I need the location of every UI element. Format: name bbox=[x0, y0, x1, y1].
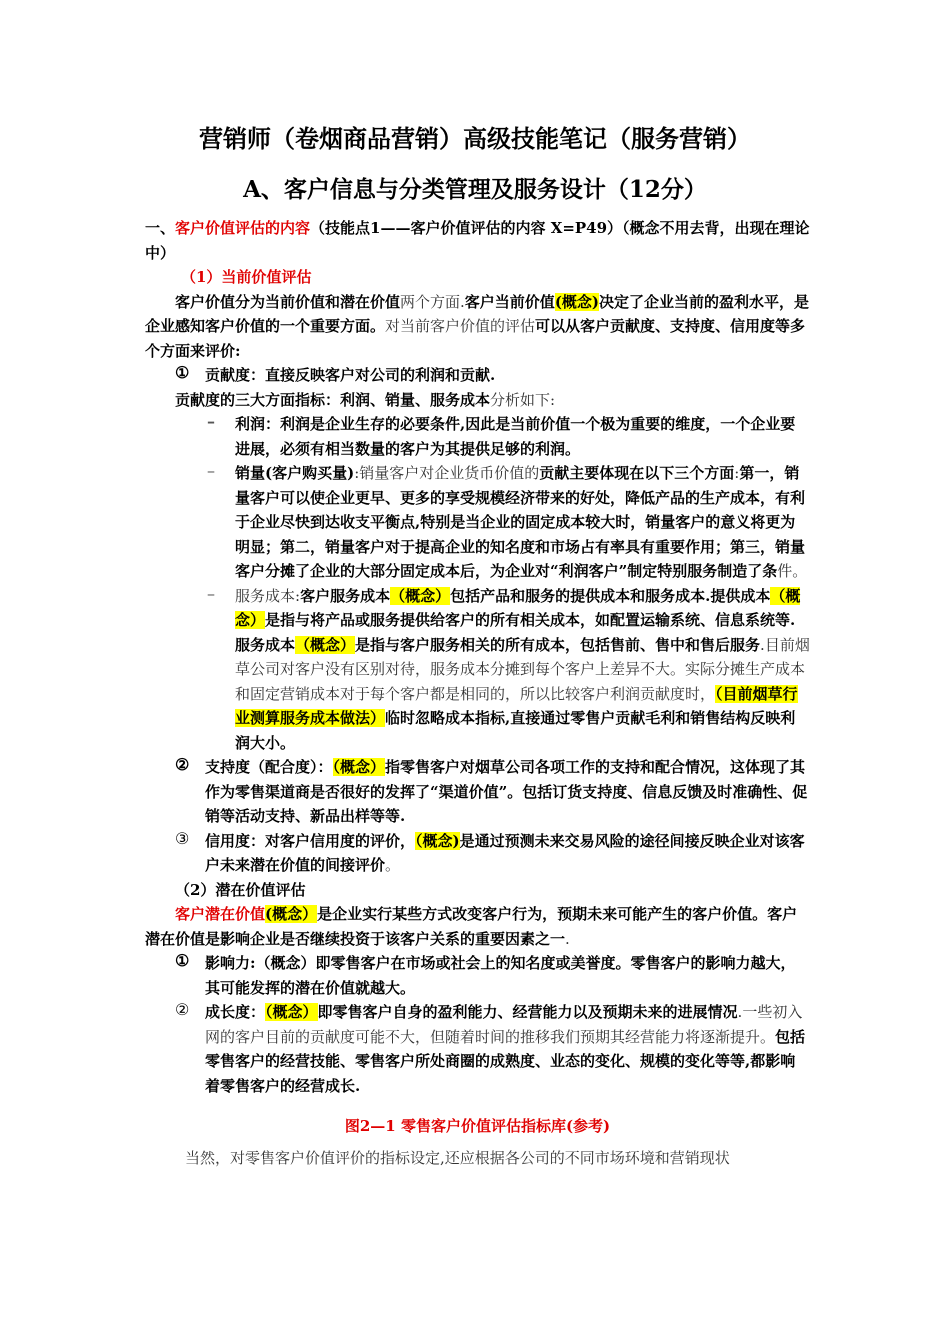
figure-caption: 图2—1 零售客户价值评估指标库(参考) bbox=[344, 1117, 611, 1135]
list-item-support: ② 支持度（配合度）：（概念）指零售客户对烟草公司各项工作的支持和配合情况，这体现了其作为零售渠道商是否很好的发挥了“渠道价值”。包括订货支持度、信息反馈及时准确性、促销等活动支持、新品出样等等. bbox=[175, 755, 808, 825]
section-heading-1: 一、客户价值评估的内容（技能点1——客户价值评估的内容 X=P49）（概念不用去背，出现在理论中） bbox=[145, 219, 810, 262]
dash-item-profit: – 利润：利润是企业生存的必要条件,因此是当前价值一个极为重要的维度，一个企业要进展，必须有相当数量的客户为其提供足够的利润。 bbox=[207, 412, 796, 458]
paragraph-potential-value: 客户潜在价值(概念）是企业实行某些方式改变客户行为，预期未来可能产生的客户价值。客户潜在价值是影响企业是否继续投资于该客户关系的重要因素之一. bbox=[145, 905, 798, 948]
list-item-influence: ① 影响力:（概念）即零售客户在市场或社会上的知名度或美誉度。零售客户的影响力越大，其可能发挥的潜在价值就越大。 bbox=[175, 951, 796, 997]
doc-body bbox=[145, 216, 810, 1171]
dash-item-sales: – 销量(客户购买量):销量客户对企业货币价值的贡献主要体现在以下三个方面:第一，销量客户可以使企业更早、更多的享受规模经济带来的好处，降低产品的生产成本，有利于企业尽快到达收支平衡点,特别是当企业的固定成本较大时，销量客户的意义将更为明显；第二，销量客户对于提高企业的知名度和市场占有率具有重要作用；第三，销量客户分摊了企业的大部分固定成本后，为企业对“利润客户”制定特别服务制造了条件。 bbox=[207, 461, 808, 580]
subheading-current-value: （1）当前价值评估 bbox=[181, 268, 312, 286]
doc-title: 营销师（卷烟商品营销）高级技能笔记（服务营销） bbox=[199, 124, 751, 153]
contribution-indicators: 贡献度的三大方面指标：利润、销量、服务成本分析如下: bbox=[175, 390, 556, 409]
list-item-contribution: ① 贡献度：直接反映客户对公司的利润和贡献. bbox=[175, 363, 496, 384]
doc-subtitle: A、客户信息与分类管理及服务设计（12分） bbox=[243, 176, 707, 203]
list-item-credit: ③ 信用度：对客户信用度的评价，（概念)是通过预测未来交易风险的途径间接反映企业对该客户未来潜在价值的间接评价。 bbox=[175, 828, 805, 874]
list-item-growth: ② 成长度：（概念）即零售客户自身的盈利能力、经营能力以及预期未来的进展情况.一些初入网的客户目前的贡献度可能不大，但随着时间的推移我们预期其经营能力将逐渐提升。包括零售客户的经营技能、零售客户所处商圈的成熟度、业态的变化、规模的变化等等,都影响着零售客户的经营成长. bbox=[175, 1000, 806, 1095]
dash-item-service-cost: – 服务成本:客户服务成本（概念）包括产品和服务的提供成本和服务成本.提供成本（概念）是指与将产品或服务提供给客户的所有相关成本，如配置运输系统、信息系统等.服务成本（概念）是指与客户服务相关的所有成本，包括售前、售中和售后服务.目前烟草公司对客户没有区别对待，服务成本分摊到每个客户上差异不大。实际分摊生产成本和固定营销成本对于每个客户都是相同的，所以比较客户利润贡献度时，（目前烟草行业测算服务成本做法）临时忽略成本指标,直接通过零售户贡献毛利和销售结构反映利润大小。 bbox=[207, 583, 810, 752]
paragraph-current-value: 客户价值分为当前价值和潜在价值两个方面.客户当前价值(概念)决定了企业当前的盈利水平，是企业感知客户价值的一个重要方面。对当前客户价值的评估可以从客户贡献度、支持度、信用度等多个方面来评价: bbox=[145, 292, 810, 360]
subheading-potential-value: （2）潜在价值评估 bbox=[175, 880, 306, 899]
closing-paragraph: 当然，对零售客户价值评价的指标设定,还应根据各公司的不同市场环境和营销现状 bbox=[185, 1149, 730, 1167]
